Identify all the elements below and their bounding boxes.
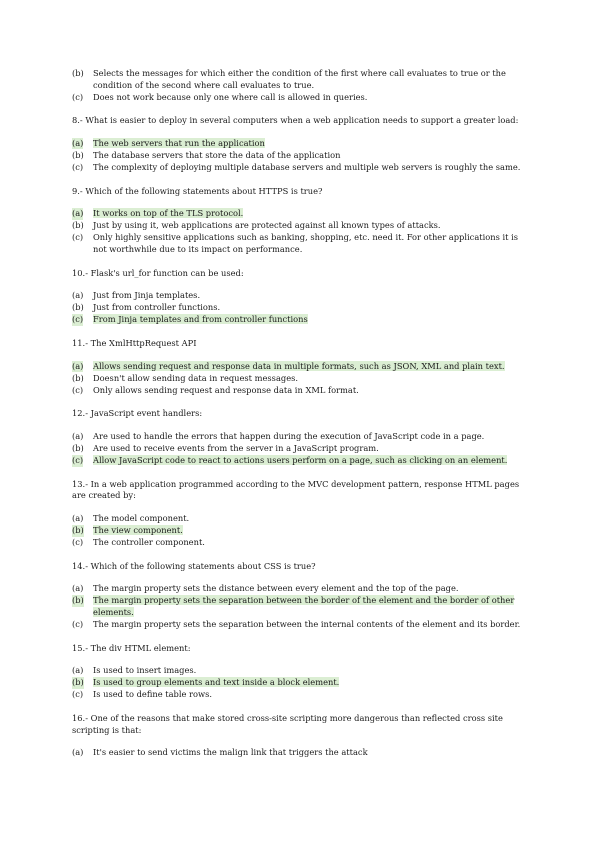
- option-list: [72, 747, 532, 759]
- option-letter: (c): [72, 232, 84, 243]
- option-text: Just from Jinja templates.: [93, 290, 201, 301]
- option-letter: (b): [72, 68, 84, 78]
- question: [72, 561, 532, 631]
- option-letter: (c): [72, 619, 84, 630]
- option-list: [72, 290, 532, 326]
- option-text: The margin property sets the separation between the internal contents of the element and its border.: [93, 619, 521, 630]
- option-item: [72, 385, 532, 397]
- option-item: [72, 583, 532, 595]
- question: [72, 643, 532, 701]
- option-list: [72, 208, 532, 255]
- question-list: [72, 115, 532, 759]
- option-item-highlighted: [72, 208, 532, 220]
- question-text: 12.- JavaScript event handlers:: [72, 408, 203, 419]
- option-item: [72, 689, 532, 701]
- option-letter: (c): [72, 91, 84, 102]
- option-item: [72, 302, 532, 314]
- question-text: 16.- One of the reasons that make stored cross-site scripting more dangerous than reflected cross site scripting is that:: [72, 713, 503, 735]
- option-item-highlighted: [72, 314, 532, 326]
- option-text: The margin property sets the separation between the border of the element and the border of other elements.: [93, 595, 515, 617]
- option-letter: (c): [72, 314, 84, 325]
- option-letter: (a): [72, 360, 84, 371]
- option-list: [72, 68, 532, 103]
- option-letter: (a): [72, 512, 84, 523]
- option-text: Is used to group elements and text inside a block element.: [93, 677, 340, 688]
- option-letter: (a): [72, 137, 84, 148]
- option-list: [72, 361, 532, 397]
- option-letter: (a): [72, 583, 84, 594]
- option-list: [72, 513, 532, 549]
- option-list: [72, 431, 532, 467]
- option-item: [72, 431, 532, 443]
- option-text: Just from controller functions.: [93, 302, 221, 313]
- question-text: 8.- What is easier to deploy in several computers when a web application needs to support a greater load:: [72, 115, 519, 126]
- option-text: The view component.: [93, 525, 183, 536]
- option-letter: (b): [72, 149, 84, 160]
- option-text: The complexity of deploying multiple database servers and multiple web servers is roughly the same.: [93, 162, 521, 173]
- option-text: Only highly sensitive applications such as banking, shopping, etc. need it. For other applications it is not worthwhile due to its impact on performance.: [93, 232, 519, 255]
- option-text: Are used to receive events from the server in a JavaScript program.: [93, 443, 379, 454]
- option-item: [72, 150, 532, 162]
- option-text: Selects the messages for which either the condition of the first where call evaluates to true or the condition of the second where call evaluates to true.: [93, 68, 506, 90]
- option-text: It's easier to send victims the malign link that triggers the attack: [93, 747, 368, 758]
- option-item: [72, 513, 532, 525]
- option-letter: (a): [72, 665, 84, 676]
- option-item: [72, 232, 532, 255]
- option-text: Are used to handle the errors that happen during the execution of JavaScript code in a page.: [93, 430, 485, 441]
- option-text: The margin property sets the distance between every element and the top of the page.: [93, 583, 459, 594]
- option-letter: (c): [72, 384, 84, 395]
- question-text: 14.- Which of the following statements about CSS is true?: [72, 560, 316, 571]
- option-text: From Jinja templates and from controller functions: [93, 314, 308, 325]
- option-text: The model component.: [93, 512, 190, 523]
- question: [72, 713, 532, 759]
- option-letter: (c): [72, 162, 84, 173]
- option-text: Is used to define table rows.: [93, 689, 212, 700]
- quiz-content: [72, 68, 532, 771]
- option-letter: (c): [72, 537, 84, 548]
- option-item: [72, 290, 532, 302]
- option-list: [72, 138, 532, 174]
- question: [72, 408, 532, 466]
- option-text: The web servers that run the application: [93, 137, 265, 148]
- option-text: The database servers that store the data of the application: [93, 149, 341, 160]
- option-text: It works on top of the TLS protocol.: [93, 208, 244, 219]
- option-item: [72, 443, 532, 455]
- question-continued: [72, 68, 532, 103]
- question: [72, 479, 532, 549]
- option-text: Is used to insert images.: [93, 665, 197, 676]
- option-item-highlighted: [72, 595, 532, 618]
- option-text: Allows sending request and response data in multiple formats, such as JSON, XML and plain text.: [93, 360, 505, 371]
- option-item: [72, 665, 532, 677]
- question: [72, 115, 532, 173]
- question-text: 9.- Which of the following statements about HTTPS is true?: [72, 185, 323, 196]
- option-item: [72, 92, 532, 104]
- option-text: Just by using it, web applications are protected against all known types of attacks.: [93, 220, 441, 231]
- option-letter: (c): [72, 455, 84, 466]
- option-item: [72, 747, 532, 759]
- option-list: [72, 583, 532, 630]
- question: [72, 338, 532, 396]
- option-letter: (b): [72, 302, 84, 313]
- question-text: 11.- The XmlHttpRequest API: [72, 338, 197, 348]
- option-item-highlighted: [72, 138, 532, 150]
- question: [72, 186, 532, 256]
- option-list: [72, 665, 532, 701]
- option-letter: (b): [72, 220, 84, 231]
- option-letter: (b): [72, 443, 84, 454]
- option-letter: (a): [72, 747, 84, 758]
- option-letter: (a): [72, 208, 84, 219]
- option-item-highlighted: [72, 525, 532, 537]
- option-item: [72, 162, 532, 174]
- question: [72, 268, 532, 326]
- option-letter: (b): [72, 677, 84, 688]
- option-letter: (a): [72, 430, 84, 441]
- option-letter: (b): [72, 595, 84, 606]
- option-item: [72, 537, 532, 549]
- option-letter: (a): [72, 290, 84, 301]
- option-item-highlighted: [72, 677, 532, 689]
- option-item-highlighted: [72, 455, 532, 467]
- option-letter: (c): [72, 689, 84, 700]
- question-text: 13.- In a web application programmed according to the MVC development pattern, response HTML pages are created by:: [72, 478, 520, 501]
- question-text: 15.- The div HTML element:: [72, 642, 191, 653]
- option-text: Allow JavaScript code to react to actions users perform on a page, such as clicking on an element.: [93, 455, 508, 466]
- option-item: [72, 68, 532, 91]
- option-letter: (b): [72, 525, 84, 536]
- option-text: Doesn't allow sending data in request messages.: [93, 372, 299, 383]
- option-item: [72, 220, 532, 232]
- option-text: Does not work because only one where call is allowed in queries.: [93, 91, 368, 102]
- option-text: Only allows sending request and response data in XML format.: [93, 384, 359, 395]
- option-item: [72, 373, 532, 385]
- option-item: [72, 619, 532, 631]
- question-text: 10.- Flask's url_for function can be used:: [72, 267, 244, 278]
- option-item-highlighted: [72, 361, 532, 373]
- option-letter: (b): [72, 372, 84, 383]
- option-text: The controller component.: [93, 537, 205, 548]
